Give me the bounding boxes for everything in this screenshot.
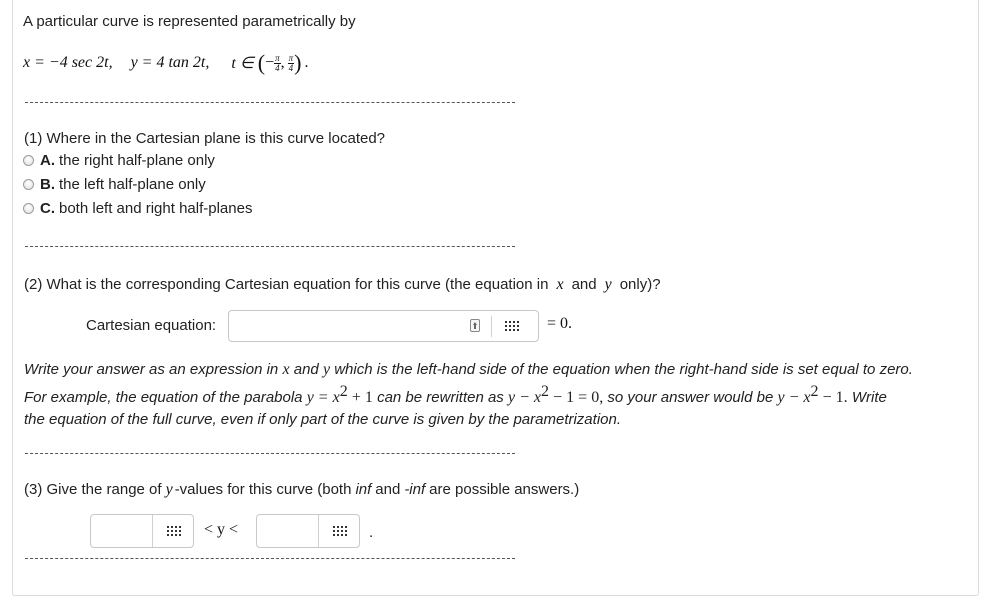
radio-c[interactable]: [23, 203, 34, 214]
problem-panel: [12, 0, 979, 596]
period: .: [304, 54, 309, 71]
intro-text: A particular curve is represented parametrically by: [23, 13, 356, 30]
input-divider: [152, 515, 153, 547]
instructions-paragraph: Write your answer as an expression in x and y which is the left-hand side of the equation when the right-hand side is set equal to zero. For example, the equation of the parabola $y = x^2 + 1$ can be rewritten as $y - x^2 - 1 = 0$, so your answer would be $y - x^2 - 1$. Write the equation of the full curve, even if only part of the curve is given by the parametrization.: [24, 361, 913, 428]
separator-2: [25, 246, 515, 247]
open-paren: (: [257, 50, 266, 75]
matrix-grid-icon[interactable]: [333, 526, 347, 538]
radio-a[interactable]: [23, 155, 34, 166]
minus-sign: −: [265, 54, 275, 71]
upload-icon[interactable]: [470, 319, 480, 332]
option-a[interactable]: A. the right half-plane only: [23, 152, 215, 169]
input-divider: [491, 316, 492, 337]
radio-b[interactable]: [23, 179, 34, 190]
cartesian-label: Cartesian equation:: [86, 317, 217, 334]
question-3: (3) Give the range of y -values for this curve (both inf and -inf are possible answers.): [24, 481, 580, 498]
question-1: (1) Where in the Cartesian plane is this curve located?: [24, 130, 386, 147]
matrix-grid-icon[interactable]: [167, 526, 181, 538]
end-period: .: [369, 524, 374, 541]
option-b[interactable]: B. the left half-plane only: [23, 176, 206, 193]
y-upper-bound-input[interactable]: [256, 514, 360, 548]
cartesian-equation-input[interactable]: [228, 310, 539, 342]
separator-4: [25, 558, 515, 559]
question-2: (2) What is the corresponding Cartesian equation for this curve (the equation in x and y only)?: [24, 276, 661, 293]
equation-t: t ∈: [231, 55, 254, 72]
equation-y: y = 4 tan 2t,: [130, 54, 210, 71]
fraction-right: $\frac{\pi}{4}$: [288, 52, 294, 73]
input-divider: [318, 515, 319, 547]
parametric-equations: x = −4 sec 2t, y = 4 tan 2t, t ∈ ( − $\frac{\pi}{4}$ , $\frac{\pi}{4}$ ) .: [23, 50, 309, 75]
option-c[interactable]: C. both left and right half-planes: [23, 200, 252, 217]
equals-zero: = 0.: [547, 315, 573, 332]
fraction-left: $\frac{\pi}{4}$: [275, 52, 280, 73]
y-lower-bound-input[interactable]: [90, 514, 194, 548]
equation-x: x = −4 sec 2t,: [23, 54, 113, 71]
inequality-y: < y <: [204, 521, 239, 538]
separator-1: [25, 102, 515, 103]
matrix-grid-icon[interactable]: [505, 321, 519, 333]
separator-3: [25, 453, 515, 454]
close-paren: ): [294, 50, 302, 75]
